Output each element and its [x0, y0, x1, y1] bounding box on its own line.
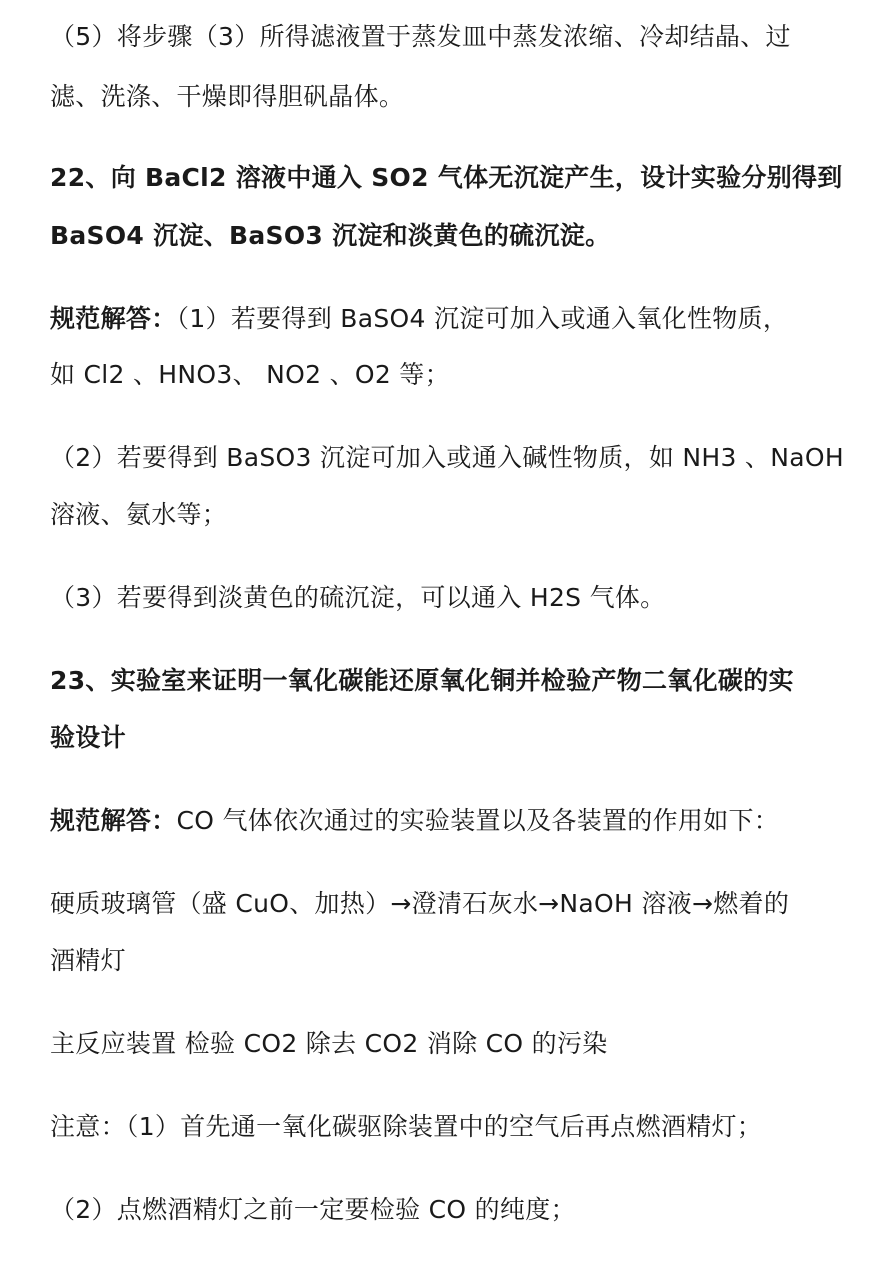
text-line: （5）将步骤（3）所得滤液置于蒸发皿中蒸发浓缩、冷却结晶、过: [50, 22, 791, 51]
question-23-title-cont: 验设计: [50, 723, 126, 752]
text-line: 酒精灯: [50, 946, 126, 975]
answer-label: 规范解答：: [50, 304, 177, 333]
text-line: 硬质玻璃管（盛 CuO、加热）→澄清石灰水→NaOH 溶液→燃着的: [50, 889, 790, 918]
question-23-title: 23、实验室来证明一氧化碳能还原氧化铜并检验产物二氧化碳的实: [50, 666, 794, 695]
question-22-title-cont: BaSO4 沉淀、BaSO3 沉淀和淡黄色的硫沉淀。: [50, 221, 611, 250]
answer-label: 规范解答：: [50, 806, 177, 835]
text-line: （3）若要得到淡黄色的硫沉淀，可以通入 H2S 气体。: [50, 583, 666, 612]
note-line: 注意：（1）首先通一氧化碳驱除装置中的空气后再点燃酒精灯；: [50, 1112, 763, 1141]
text-line: 如 Cl2 、HNO3、 NO2 、O2 等；: [50, 360, 450, 389]
answer-line: [50, 804, 779, 838]
text-line: 滤、洗涤、干燥即得胆矾晶体。: [50, 82, 405, 111]
text-line: 主反应装置 检验 CO2 除去 CO2 消除 CO 的污染: [50, 1029, 608, 1058]
text-line: （2）若要得到 BaSO3 沉淀可加入或通入碱性物质，如 NH3 、NaOH: [50, 443, 844, 472]
answer-line: [50, 302, 788, 336]
question-22-title: 22、向 BaCl2 溶液中通入 SO2 气体无沉淀产生，设计实验分别得到: [50, 163, 843, 192]
answer-text: （1）若要得到 BaSO4 沉淀可加入或通入氧化性物质，: [176, 304, 789, 333]
answer-text: CO 气体依次通过的实验装置以及各装置的作用如下：: [176, 806, 780, 835]
text-line: 溶液、氨水等；: [50, 500, 228, 529]
note-line: （2）点燃酒精灯之前一定要检验 CO 的纯度；: [50, 1195, 576, 1224]
